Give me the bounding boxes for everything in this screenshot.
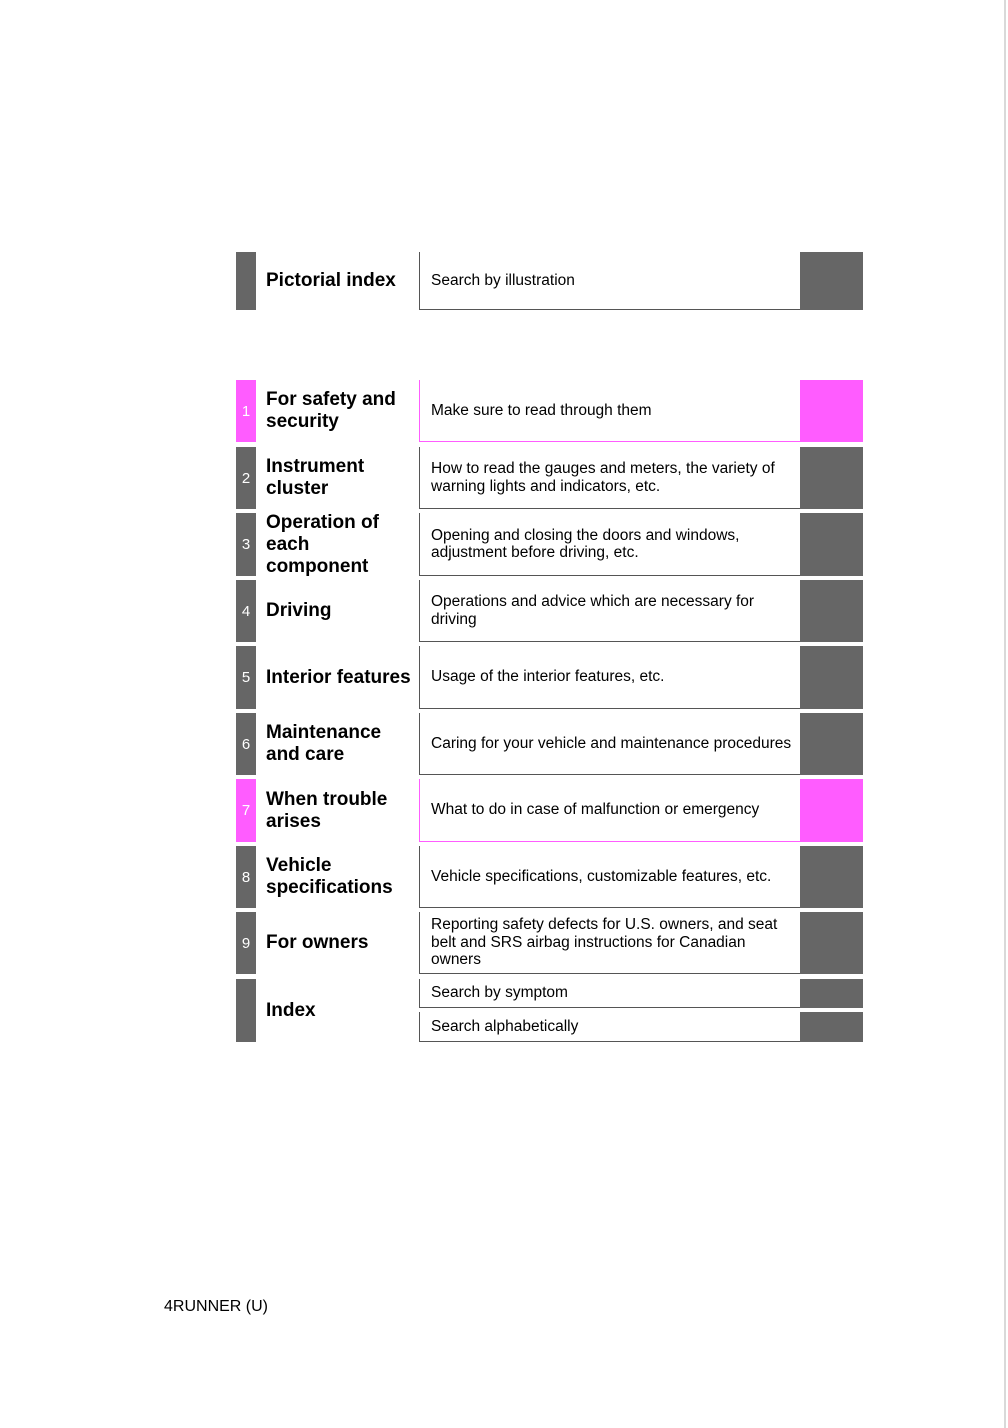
chapter-5-desc[interactable]: Usage of the interior features, etc. xyxy=(419,646,800,709)
index-search-by-symptom[interactable]: Search by symptom xyxy=(419,979,800,1008)
chapter-2-number: 2 xyxy=(236,447,256,509)
pictorial-index-bar xyxy=(236,252,256,310)
chapter-1-row[interactable] xyxy=(236,380,863,442)
footer-model-label: 4RUNNER (U) xyxy=(164,1298,268,1315)
pictorial-index-title: Pictorial index xyxy=(266,270,396,291)
chapter-7-number: 7 xyxy=(236,779,256,842)
index-title: Index xyxy=(266,999,316,1021)
index-search-alphabetically[interactable]: Search alphabetically xyxy=(419,1012,800,1042)
chapter-4-title: Driving xyxy=(266,600,332,621)
chapter-4-number: 4 xyxy=(236,580,256,642)
chapter-5-number: 5 xyxy=(236,646,256,709)
chapter-4-desc[interactable]: Operations and advice which are necessary for driving xyxy=(419,580,800,642)
chapter-6-row[interactable] xyxy=(236,713,863,775)
chapter-1-tab[interactable] xyxy=(800,380,863,442)
index-row xyxy=(236,979,863,1042)
chapter-9-number: 9 xyxy=(236,912,256,974)
chapter-9-desc[interactable]: Reporting safety defects for U.S. owners, and seat belt and SRS airbag instructions for Canadian owners xyxy=(419,912,800,974)
chapter-8-tab[interactable] xyxy=(800,846,863,908)
chapter-8-title: Vehicle specifications xyxy=(266,855,393,898)
chapter-1-desc[interactable]: Make sure to read through them xyxy=(419,380,800,442)
pictorial-index-desc[interactable]: Search by illustration xyxy=(419,252,800,310)
chapter-5-title: Interior features xyxy=(266,666,411,688)
chapter-7-row[interactable] xyxy=(236,779,863,842)
chapter-3-title: Operation of each component xyxy=(266,511,379,577)
chapter-3-row[interactable] xyxy=(236,513,863,576)
chapter-8-number: 8 xyxy=(236,846,256,908)
chapter-2-title: Instrument cluster xyxy=(266,456,365,499)
chapter-1-title: For safety and security xyxy=(266,389,396,432)
chapter-8-row[interactable] xyxy=(236,846,863,908)
chapter-7-tab[interactable] xyxy=(800,779,863,842)
chapter-3-tab[interactable] xyxy=(800,513,863,576)
chapter-9-tab[interactable] xyxy=(800,912,863,974)
chapter-9-title: For owners xyxy=(266,932,369,953)
page-edge-line xyxy=(1004,0,1006,1428)
index-alpha-tab[interactable] xyxy=(800,1012,863,1042)
chapter-5-row[interactable] xyxy=(236,646,863,709)
chapter-2-row[interactable] xyxy=(236,447,863,509)
chapter-2-tab[interactable] xyxy=(800,447,863,509)
chapter-5-tab[interactable] xyxy=(800,646,863,709)
index-bar xyxy=(236,979,256,1042)
chapter-8-desc[interactable]: Vehicle specifications, customizable features, etc. xyxy=(419,846,800,908)
chapter-2-desc[interactable]: How to read the gauges and meters, the variety of warning lights and indicators, etc. xyxy=(419,447,800,509)
pictorial-index-tab[interactable] xyxy=(800,252,863,310)
chapter-3-number: 3 xyxy=(236,513,256,576)
chapter-6-title: Maintenance and care xyxy=(266,722,382,765)
chapter-1-number: 1 xyxy=(236,380,256,442)
chapter-9-row[interactable] xyxy=(236,912,863,974)
chapter-6-tab[interactable] xyxy=(800,713,863,775)
chapter-6-number: 6 xyxy=(236,713,256,775)
chapter-6-desc[interactable]: Caring for your vehicle and maintenance procedures xyxy=(419,713,800,775)
pictorial-index-row[interactable] xyxy=(236,252,863,310)
chapter-3-desc[interactable]: Opening and closing the doors and windows, adjustment before driving, etc. xyxy=(419,513,800,576)
index-symptom-tab[interactable] xyxy=(800,979,863,1008)
chapter-4-row[interactable] xyxy=(236,580,863,642)
chapter-7-desc[interactable]: What to do in case of malfunction or emergency xyxy=(419,779,800,842)
chapter-4-tab[interactable] xyxy=(800,580,863,642)
chapter-7-title: When trouble arises xyxy=(266,788,388,832)
